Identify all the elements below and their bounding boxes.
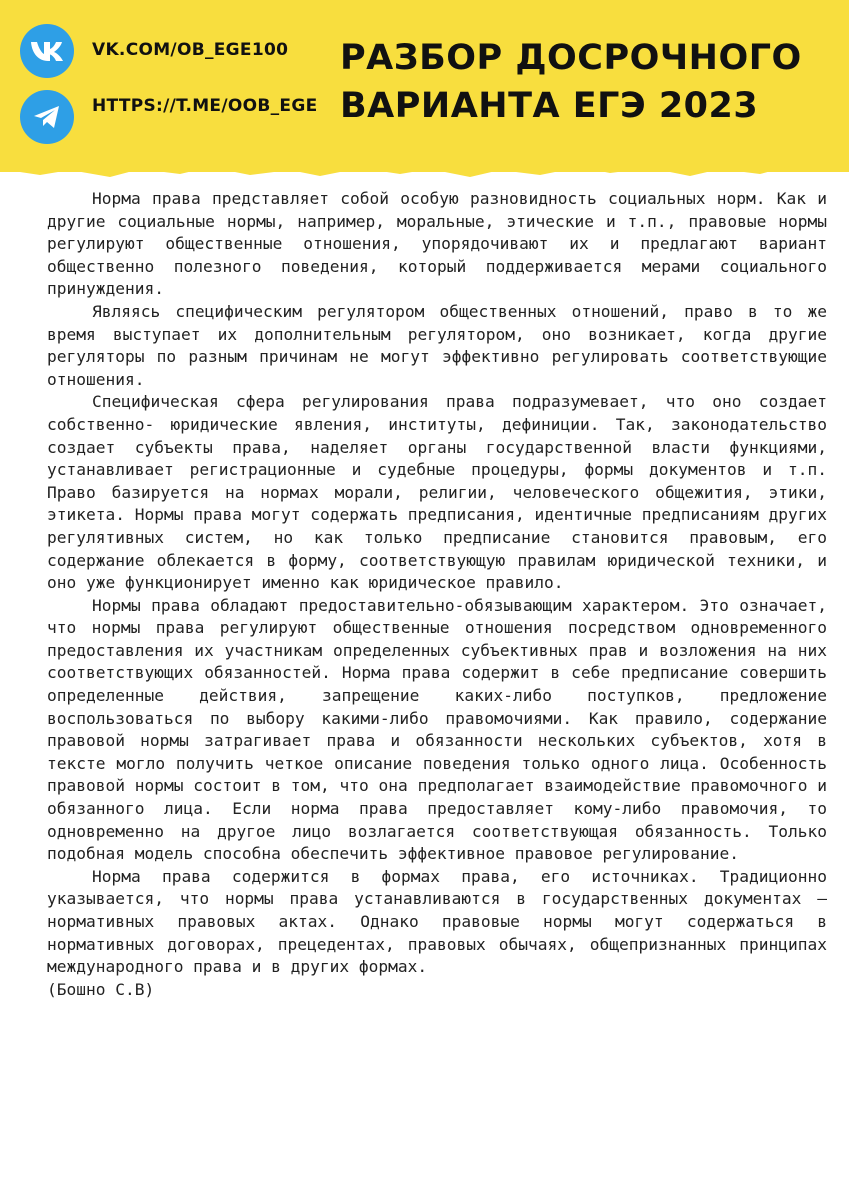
telegram-icon[interactable] xyxy=(20,90,74,144)
paragraph: Специфическая сфера регулирования права подразумевает, что оно создает собственно- юридические явления, институты, дефиниции. Так, законодательство создает субъекты права, наделяет органы государственной власти функциями, устанавливает регистрационные и судебные процедуры, формы документов и т.п. Право базируется на нормах морали, религии, человеческого общежития, этики, этикета. Нормы права могут содержать предписания, идентичные предписаниям других регулятивных систем, но как только предписание становится правовым, его содержание облекается в форму, соответствующую правилам юридической техники, и оно уже функционирует именно как юридическое правило. xyxy=(47,392,827,593)
telegram-link[interactable]: HTTPS://T.ME/OOB_EGE xyxy=(92,96,318,116)
author-attribution: (Бошно С.В) xyxy=(47,979,155,999)
page-title xyxy=(340,34,830,130)
vk-icon[interactable] xyxy=(20,24,74,78)
paragraph: Норма права представляет собой особую разновидность социальных норм. Как и другие социальные нормы, например, моральные, этические и т.п., правовые нормы регулируют общественные отношения, упорядочивают их и предлагают вариант общественно полезного поведения, который поддерживается мерами социального принуждения. xyxy=(47,189,827,299)
article-text xyxy=(47,188,827,1001)
paragraph: Нормы права обладают предоставительно-обязывающим характером. Это означает, что нормы права регулируют общественные отношения посредством одновременного предоставления их участникам определенных субъективных прав и возложения на них соответствующих обязанностей. Норма права содержит в себе предписание совершить определенные действия, запрещение каких-либо поступков, предложение воспользоваться по выбору какими-либо правомочиями. Как правило, содержание правовой нормы затрагивает права и обязанности нескольких субъектов, хотя в тексте могло получить четкое описание поведения только одного лица. Особенность правовой нормы состоит в том, что она предполагает взаимодействие правомочного и обязанного лица. Если норма права предоставляет кому-либо правомочия, то одновременно на другое лицо возлагается соответствующая обязанность. Только подобная модель способна обеспечить эффективное правовое регулирование. xyxy=(47,595,827,864)
paragraph: Норма права содержится в формах права, его источниках. Традиционно указывается, что нормы права устанавливаются в государственных документах — нормативных правовых актах. Однако правовые нормы могут содержаться в нормативных договорах, прецедентах, правовых обычаях, общепризнанных принципах международного права и в других формах. xyxy=(47,866,827,977)
vk-link[interactable]: VK.COM/OB_EGE100 xyxy=(92,40,289,60)
banner-brush-edge xyxy=(0,150,849,184)
paragraph: Являясь специфическим регулятором общественных отношений, право в то же время выступает их дополнительным регулятором, оно возникает, когда другие регуляторы по разным причинам не могут эффективно регулировать соответствующие отношения. xyxy=(47,301,827,389)
title-line-2: ВАРИАНТА ЕГЭ 2023 xyxy=(340,86,759,126)
title-line-1: РАЗБОР ДОСРОЧНОГО xyxy=(340,38,802,78)
